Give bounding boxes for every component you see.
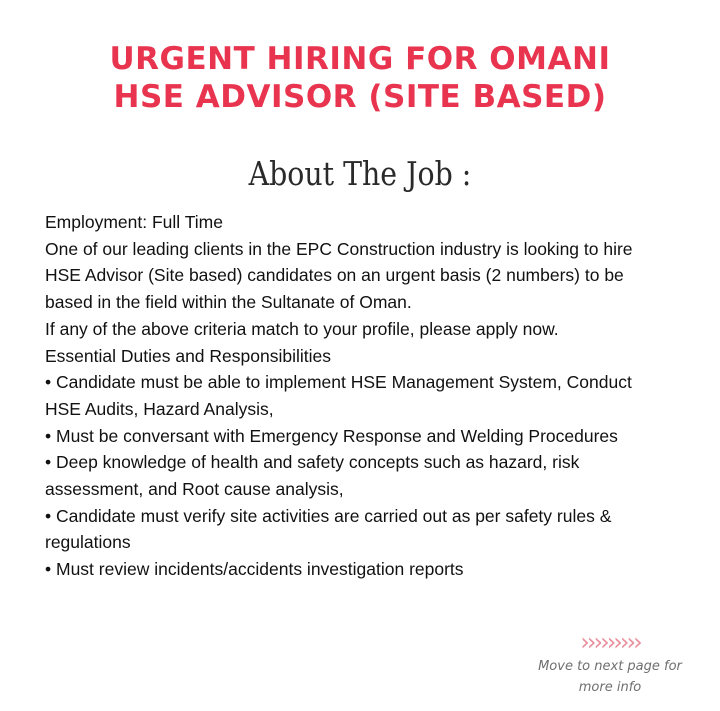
next-page-text: Move to next page for: [538, 659, 682, 674]
body-line: regulations: [45, 532, 131, 553]
chevron-right-icon: ›››››››››: [580, 628, 640, 656]
section-title: About The Job :: [248, 154, 472, 193]
bullet-item: • Candidate must be able to implement HSE Management System, Conduct: [45, 372, 632, 393]
headline-line-2: HSE ADVISOR (SITE BASED): [113, 79, 607, 115]
next-page-hint[interactable]: [525, 628, 695, 703]
body-line: If any of the above criteria match to your profile, please apply now.: [45, 318, 559, 339]
bullet-item: • Must review incidents/accidents investigation reports: [45, 559, 464, 580]
body-line: based in the field within the Sultanate of Oman.: [45, 292, 412, 313]
headline-line-1: URGENT HIRING FOR OMANI: [109, 41, 611, 77]
body-line: One of our leading clients in the EPC Construction industry is looking to hire: [45, 238, 633, 259]
body-line: Employment: Full Time: [45, 212, 223, 232]
body-line: Essential Duties and Responsibilities: [45, 345, 331, 366]
job-description: [45, 209, 695, 583]
headline: [0, 40, 720, 116]
bullet-item: • Candidate must verify site activities are carried out as per safety rules &: [45, 505, 612, 526]
body-line: assessment, and Root cause analysis,: [45, 479, 344, 500]
bullet-item: • Deep knowledge of health and safety concepts such as hazard, risk: [45, 452, 580, 473]
body-line: HSE Audits, Hazard Analysis,: [45, 398, 274, 419]
body-line: HSE Advisor (Site based) candidates on an urgent basis (2 numbers) to be: [45, 265, 624, 286]
next-page-text-2: more info: [578, 680, 642, 695]
bullet-item: • Must be conversant with Emergency Response and Welding Procedures: [45, 425, 618, 446]
